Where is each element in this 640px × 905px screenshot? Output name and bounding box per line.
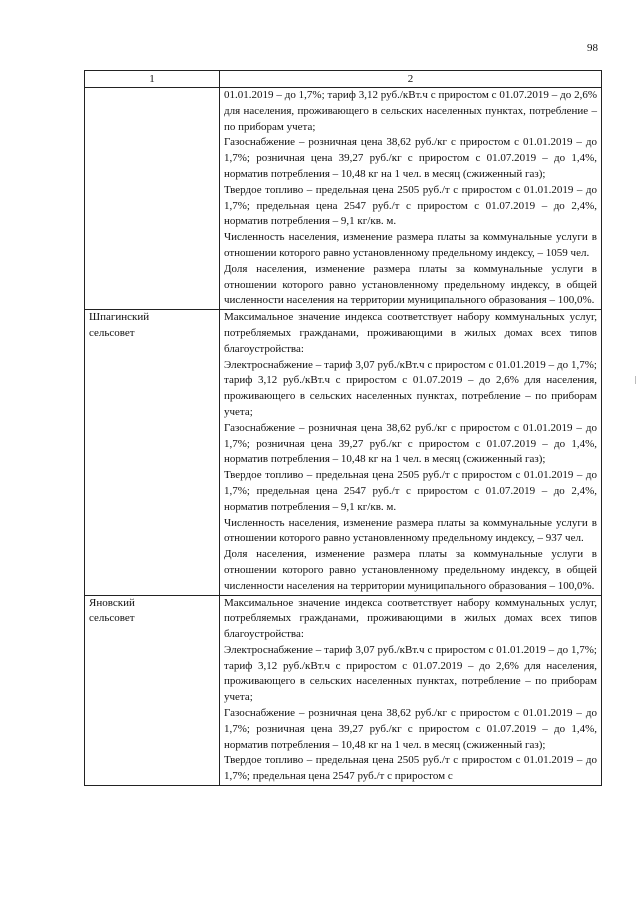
tariff-paragraph: Численность населения, изменение размера платы за коммунальные услуги в отношении которого равно установленному предельному индексу, – 1059 чел. bbox=[224, 231, 597, 259]
tariff-description-cell bbox=[220, 310, 602, 595]
tariff-paragraph: Твердое топливо – предельная цена 2505 руб./т с приростом с 01.01.2019 – до 1,7%; предельная цена 2547 руб./т с приростом с bbox=[224, 754, 597, 783]
tariff-paragraph: Газоснабжение – розничная цена 38,62 руб./кг с приростом с 01.01.2019 – до 1,7%; розничная цена 39,27 руб./кг с приростом с 01.07.2019 – до 1,4%, норматив потребления – 10,48 кг на 1 чел. в месяц (сжиженный газ); bbox=[224, 421, 597, 466]
column-header-1: 1 bbox=[85, 71, 220, 88]
region-name-cell bbox=[85, 88, 220, 310]
table-header-row bbox=[85, 71, 602, 88]
table-row bbox=[85, 88, 602, 310]
table-body bbox=[85, 88, 602, 786]
table-row bbox=[85, 595, 602, 786]
tariff-description-cell bbox=[220, 595, 602, 786]
tariff-description-cell bbox=[220, 88, 602, 310]
tariff-paragraph: Доля населения, изменение размера платы за коммунальные услуги в отношении которого равно установленному предельному индексу, в общей численности населения на территории муниципального образования – 100,0%. bbox=[224, 262, 597, 307]
tariff-table bbox=[84, 70, 602, 786]
region-name-cell: Яновский сельсовет bbox=[85, 595, 220, 786]
tariff-paragraph: Электроснабжение – тариф 3,07 руб./кВт.ч с приростом с 01.01.2019 – до 1,7%; тариф 3,12 руб./кВт.ч с приростом с 01.07.2019 – до 2,6% для населения, проживающего в сельских населенных пунктах, потребление – по приборам учета; bbox=[224, 643, 597, 704]
tariff-paragraph: Газоснабжение – розничная цена 38,62 руб./кг с приростом с 01.01.2019 – до 1,7%; розничная цена 39,27 руб./кг с приростом с 01.07.2019 – до 1,4%, норматив потребления – 10,48 кг на 1 чел. в месяц (сжиженный газ); bbox=[224, 707, 597, 751]
table-row bbox=[85, 310, 602, 595]
tariff-paragraph: Максимальное значение индекса соответствует набору коммунальных услуг, потребляемых гражданами, проживающими в жилых домах всех типов благоустройства: bbox=[224, 311, 597, 355]
tariff-paragraph: Электроснабжение – тариф 3,07 руб./кВт.ч с приростом с 01.01.2019 – до 1,7%; тариф 3,12 руб./кВт.ч с приростом с 01.07.2019 – до 2,6% для населения, проживающего в сельских населенных пунктах, потребление – по приборам учета; bbox=[224, 358, 597, 418]
tariff-paragraph: Твердое топливо – предельная цена 2505 руб./т с приростом с 01.01.2019 – до 1,7%; предельная цена 2547 руб./т с приростом с 01.07.2019 – до 2,4%, норматив потребления – 9,1 кг/кв. м. bbox=[224, 183, 597, 228]
region-name-cell: Шпагинский сельсовет bbox=[85, 310, 220, 595]
tariff-paragraph: 01.01.2019 – до 1,7%; тариф 3,12 руб./кВт.ч с приростом с 01.07.2019 – до 2,6% для населения, проживающего в сельских населенных пунктах, потребление – по приборам учета; bbox=[224, 89, 597, 133]
scan-mark bbox=[635, 376, 636, 384]
page-number: 98 bbox=[587, 42, 598, 54]
tariff-paragraph: Газоснабжение – розничная цена 38,62 руб./кг с приростом с 01.01.2019 – до 1,7%; розничная цена 39,27 руб./кг с приростом с 01.07.2019 – до 1,4%, норматив потребления – 10,48 кг на 1 чел. в месяц (сжиженный газ); bbox=[224, 136, 597, 180]
tariff-paragraph: Твердое топливо – предельная цена 2505 руб./т с приростом с 01.01.2019 – до 1,7%; предельная цена 2547 руб./т с приростом с 01.07.2019 – до 2,4%, норматив потребления – 9,1 кг/кв. м. bbox=[224, 469, 597, 513]
tariff-paragraph: Максимальное значение индекса соответствует набору коммунальных услуг, потребляемых гражданами, проживающими в жилых домах всех типов благоустройства: bbox=[224, 596, 597, 641]
column-header-2: 2 bbox=[220, 71, 602, 88]
tariff-paragraph: Доля населения, изменение размера платы за коммунальные услуги в отношении которого равно установленному предельному индексу, в общей численности населения на территории муниципального образования – 100,0%. bbox=[224, 548, 597, 592]
tariff-paragraph: Численность населения, изменение размера платы за коммунальные услуги в отношении которого равно установленному предельному индексу, – 937 чел. bbox=[224, 516, 597, 545]
